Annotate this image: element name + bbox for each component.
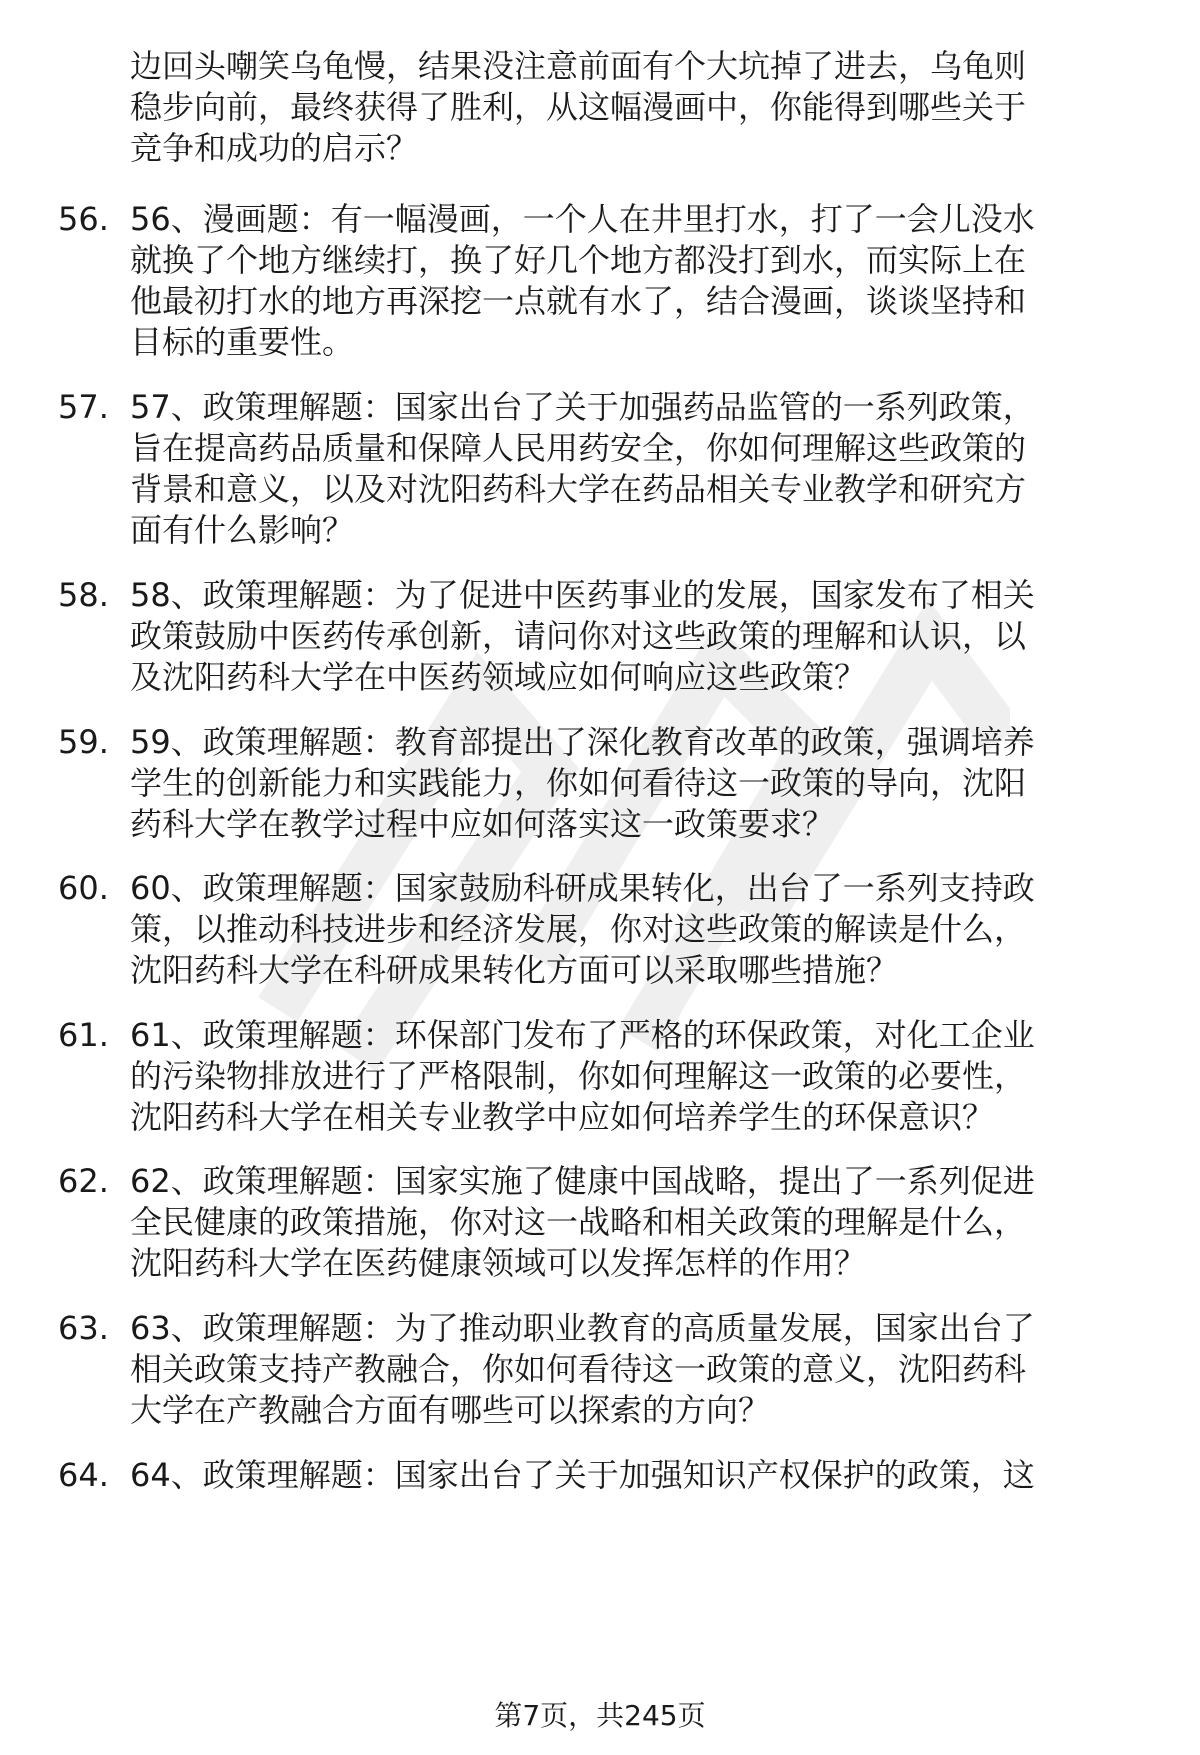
question-text: 63、政策理解题：为了推动职业教育的高质量发展，国家出台了 相关政策支持产教融合，你如何看待这一政策的意义，沈阳药科 大学在产教融合方面有哪些可以探索的方向？: [130, 1309, 1035, 1429]
question-number: 58.: [58, 576, 109, 614]
question-number: 56.: [58, 200, 109, 238]
question-text: 56、漫画题：有一幅漫画，一个人在井里打水，打了一会儿没水 就换了个地方继续打，换了好几个地方都没打到水，而实际上在 他最初打水的地方再深挖一点就有水了，结合漫画，谈谈坚持和 目标的重要性。: [130, 200, 1035, 361]
question-number: 57.: [58, 388, 109, 426]
question-continuation-text: 边回头嘲笑乌龟慢，结果没注意前面有个大坑掉了进去，乌龟则 稳步向前，最终获得了胜利，从这幅漫画中，你能得到哪些关于 竞争和成功的启示？: [130, 47, 1027, 167]
question-number: 64.: [58, 1456, 109, 1494]
question-number: 61.: [58, 1016, 109, 1054]
question-text: 62、政策理解题：国家实施了健康中国战略，提出了一系列促进 全民健康的政策措施，你对这一战略和相关政策的理解是什么， 沈阳药科大学在医药健康领域可以发挥怎样的作用？: [130, 1162, 1035, 1282]
question-text: 61、政策理解题：环保部门发布了严格的环保政策，对化工企业 的污染物排放进行了严格限制，你如何理解这一政策的必要性， 沈阳药科大学在相关专业教学中应如何培养学生的环保意识？: [130, 1016, 1035, 1136]
page-number-footer: 第7页，共245页: [494, 1699, 706, 1732]
question-text: 60、政策理解题：国家鼓励科研成果转化，出台了一系列支持政 策，以推动科技进步和经济发展，你对这些政策的解读是什么， 沈阳药科大学在科研成果转化方面可以采取哪些措施？: [130, 869, 1035, 989]
question-text: 58、政策理解题：为了促进中医药事业的发展，国家发布了相关 政策鼓励中医药传承创新，请问你对这些政策的理解和认识，以 及沈阳药科大学在中医药领域应如何响应这些政策？: [130, 576, 1035, 696]
question-text: 57、政策理解题：国家出台了关于加强药品监管的一系列政策， 旨在提高药品质量和保障人民用药安全，你如何理解这些政策的 背景和意义，以及对沈阳药科大学在药品相关专业教学和研究方 面有什么影响？: [130, 388, 1035, 549]
question-number: 62.: [58, 1162, 109, 1200]
question-number: 60.: [58, 869, 109, 907]
question-text: 59、政策理解题：教育部提出了深化教育改革的政策，强调培养 学生的创新能力和实践能力，你如何看待这一政策的导向，沈阳 药科大学在教学过程中应如何落实这一政策要求？: [130, 723, 1035, 843]
question-number: 63.: [58, 1309, 109, 1347]
question-number: 59.: [58, 723, 109, 761]
question-text: 64、政策理解题：国家出台了关于加强知识产权保护的政策，这: [130, 1456, 1035, 1494]
